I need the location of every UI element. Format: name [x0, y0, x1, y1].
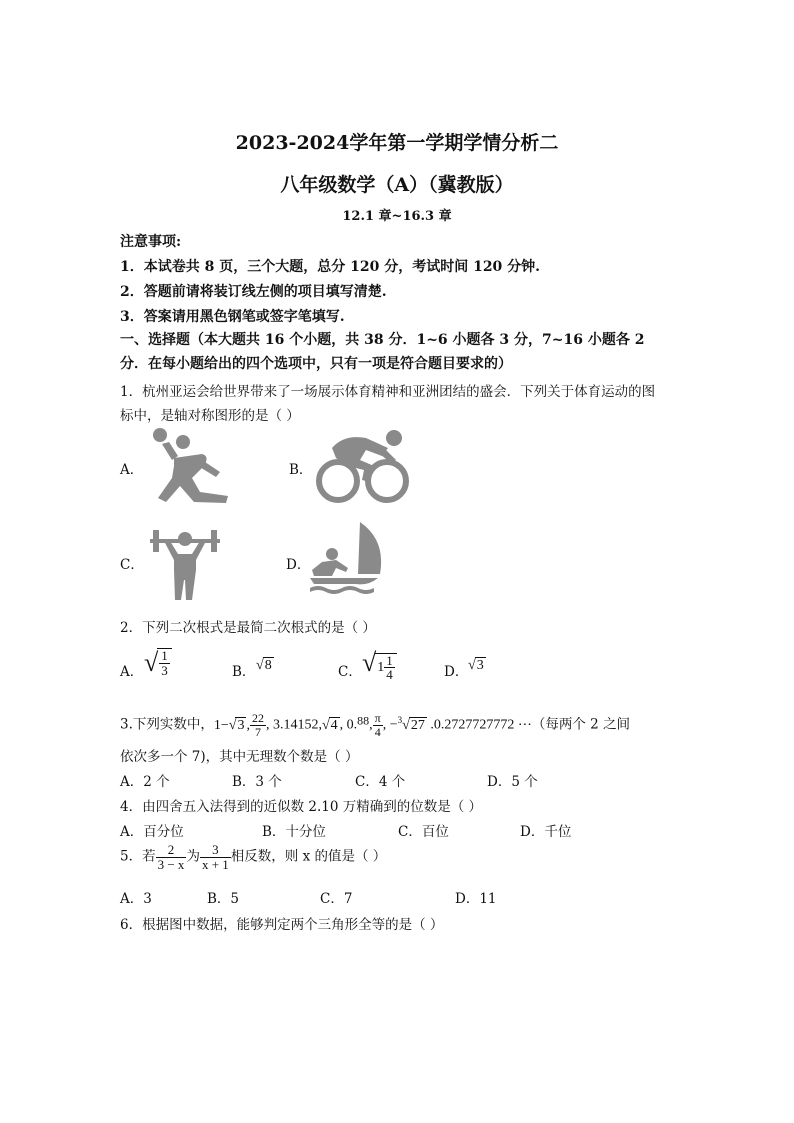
q3-tail: （每两个 2 之间: [531, 716, 630, 733]
q2-option-b-label: B．: [232, 664, 256, 680]
q2-a-den: 3: [161, 663, 168, 678]
q5-option-c: C．7: [320, 891, 353, 907]
notes-heading: 注意事项:: [120, 234, 182, 250]
q5-frac1-den: 3 − x: [157, 856, 185, 872]
q2-option-a-label: A．: [120, 664, 144, 680]
q4-option-d: D．千位: [520, 824, 572, 840]
exam-title: 2023-2024学年第一学期学情分析二: [235, 132, 559, 154]
q5-frac2-num: 3: [200, 843, 231, 858]
q3-term7-radicand: 27: [410, 717, 425, 733]
sailing-icon: [308, 520, 388, 598]
cyclist-icon: [314, 426, 410, 504]
q3-term6-num: π: [374, 711, 381, 725]
section-heading-line2: 分．在每小题给出的四个选项中，只有一项是符合题目要求的）: [120, 356, 512, 372]
q2-d-radicand: 3: [476, 658, 484, 673]
q3-term6-den: 4: [374, 724, 381, 739]
q2-stem: 2．下列二次根式是最简二次根式的是（ ）: [120, 620, 376, 636]
q5-stem: [120, 843, 386, 871]
q5-frac2-den: x + 1: [201, 856, 229, 872]
q4-option-b: B．十分位: [262, 824, 326, 840]
note-3: 3．答案请用黑色钢笔或签字笔填写.: [120, 309, 345, 325]
q2-option-a-expr: √ $\frac{1}{3}$: [144, 648, 172, 678]
q3-term7-index: 3: [397, 715, 403, 726]
q1-stem-line2: 标中，是轴对称图形的是（ ）: [120, 408, 300, 424]
q1-stem-line1: 1．杭州亚运会给世界带来了一场展示体育精神和亚洲团结的盛会．下列关于体育运动的图: [120, 384, 656, 400]
q3-prefix: 3.下列实数中，: [120, 716, 214, 733]
q2-option-c-label: C．: [338, 664, 362, 680]
volleyball-player-icon: [150, 426, 232, 504]
q2-option-d-label: D．: [444, 664, 469, 680]
q5-mid: 为: [186, 848, 200, 865]
q3-stem-line2: 依次多一个 7)，其中无理数个数是（ ）: [120, 749, 359, 765]
q2-option-b-expr: √8: [256, 658, 272, 673]
q3-term1-radicand: 3: [237, 717, 245, 733]
q1-option-c-label: C．: [120, 557, 144, 573]
q3-option-b: B．3 个: [232, 774, 282, 790]
q3-option-c: C．4 个: [355, 774, 406, 790]
exam-subtitle: 八年级数学（A）（冀教版）: [280, 174, 514, 196]
q2-a-num: 1: [161, 648, 168, 664]
q3-term3: , 3.14152,: [265, 717, 322, 733]
note-1: 1．本试卷共 8 页，三个大题，总分 120 分，考试时间 120 分钟.: [120, 259, 541, 275]
q3-stem-line1: 3.下列实数中，1−√3 , $\frac{22}{7}$ , 3.14152,√4 , 0.88, $\frac{\pi}{4}$ , −$^3$√27 .0.2727727772 ⋯（每两个 2 之间: [120, 711, 630, 739]
q1-option-d-label: D．: [286, 557, 311, 573]
q3-option-a: A．2 个: [120, 774, 170, 790]
q5-option-a: A．3: [120, 891, 152, 907]
chapter-range: 12.1 章~16.3 章: [342, 209, 452, 224]
q2-b-radicand: 8: [264, 658, 272, 673]
q2-option-c-expr: √1 $\frac{1}{4}$: [362, 648, 397, 682]
q5-option-b: B．5: [207, 891, 240, 907]
q3-term2-den: 7: [254, 724, 261, 739]
q5-frac1-num: 2: [156, 843, 187, 858]
q5-suffix: 相反数，则 x 的值是（ ）: [230, 848, 387, 865]
q3-term5-repeat: 88: [357, 713, 370, 728]
q2-option-d-expr: √3: [468, 658, 484, 673]
q4-option-a: A．百分位: [120, 824, 184, 840]
q2-c-den: 4: [386, 667, 393, 683]
q1-option-b-label: B．: [289, 462, 313, 478]
q4-option-c: C．百位: [398, 824, 449, 840]
q5-prefix: 5．若: [120, 848, 156, 865]
q6-stem: 6．根据图中数据，能够判定两个三角形全等的是（ ）: [120, 917, 444, 933]
q3-term4-radicand: 4: [330, 717, 338, 733]
q3-term5: , 0.: [339, 717, 358, 733]
q5-option-d: D．11: [455, 891, 497, 907]
q3-term2-num: 22: [251, 711, 264, 725]
q1-option-a-label: A．: [120, 462, 144, 478]
q3-term7: , −: [382, 717, 398, 733]
q3-term1: 1−: [213, 717, 229, 733]
q3-option-d: D．5 个: [487, 774, 538, 790]
q2-c-num: 1: [386, 652, 393, 668]
weightlifter-icon: [148, 522, 222, 600]
note-2: 2．答题前请将装订线左侧的项目填写清楚.: [120, 284, 387, 300]
section-heading-line1: 一、选择题（本大题共 16 个小题，共 38 分．1~6 小题各 3 分，7~16 小题各 2: [120, 332, 645, 348]
q3-term8: .0.2727727772 ⋯: [426, 717, 532, 733]
q4-stem: 4．由四舍五入法得到的近似数 2.10 万精确到的位数是（ ）: [120, 799, 483, 815]
q2-c-whole: 1: [377, 659, 385, 675]
